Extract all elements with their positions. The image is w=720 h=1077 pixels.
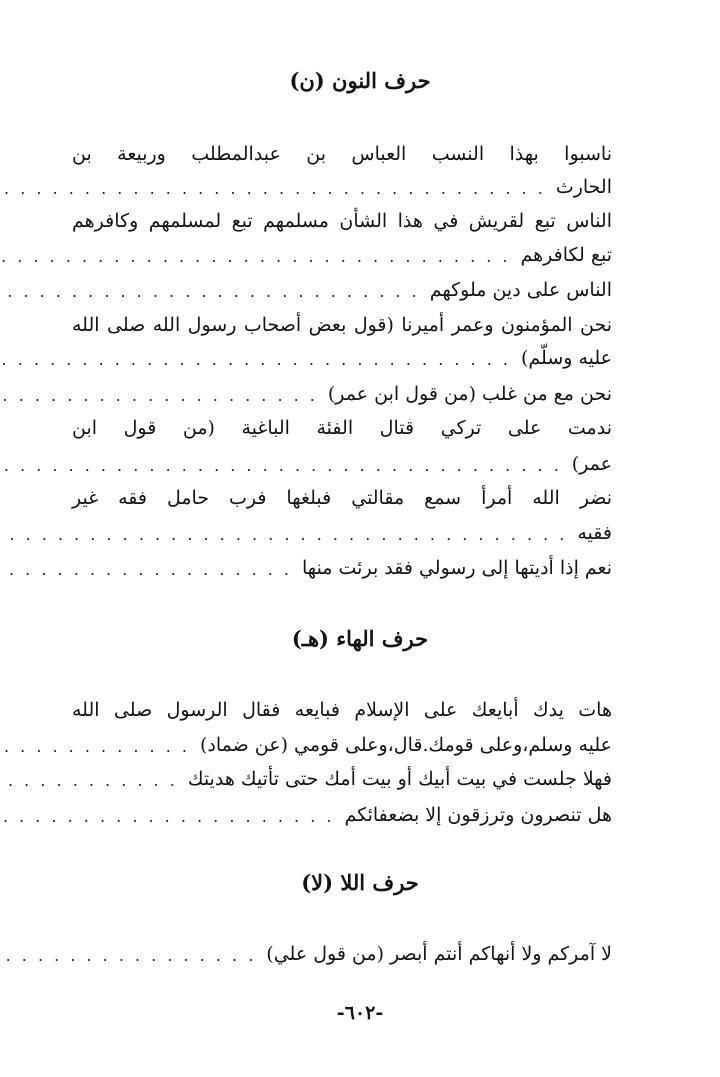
entry-text: الحارث	[555, 176, 612, 198]
entry-line-last	[72, 341, 612, 375]
leader-dots	[0, 551, 292, 585]
entry-line	[72, 411, 612, 445]
leader-dots	[0, 238, 511, 272]
entry-text: عليه وسلّم)	[520, 347, 612, 369]
section-heading-noon: حرف النون (ن)	[289, 68, 431, 93]
entry-line	[72, 308, 612, 342]
entry-line-last	[72, 447, 612, 481]
section-heading-laa: حرف اللا (لا)	[301, 870, 419, 895]
page-footer-number: -٦٠٢-	[336, 1002, 384, 1024]
entry-text: نحن مع من غلب (من قول ابن عمر)	[327, 383, 612, 405]
entry-text: نضر الله أمرأ سمع مقالتي فبلغها فرب حامل فقه غير	[72, 487, 612, 509]
leader-dots	[0, 273, 420, 307]
entry-text: الناس على دين ملوكهم	[429, 279, 612, 301]
entry-line	[72, 481, 612, 515]
entry-line-last	[72, 273, 612, 307]
leader-dots	[0, 516, 567, 550]
leader-dots	[0, 728, 190, 762]
entry-line-last	[72, 170, 612, 204]
leader-dots	[0, 341, 511, 375]
entry-line-last	[72, 937, 612, 971]
leader-dots	[0, 937, 256, 971]
entry-line-last	[72, 762, 612, 796]
leader-dots	[0, 377, 318, 411]
entry-text: فقيه	[577, 522, 612, 544]
entry-text: نعم إذا أديتها إلى رسولي فقد برئت منها	[302, 557, 612, 579]
entry-line-last	[72, 728, 612, 762]
leader-dots	[0, 798, 334, 832]
entry-text: الناس تبع لقريش في هذا الشأن مسلمهم تبع لمسلمهم وكافرهم	[72, 210, 612, 232]
entry-text: لا آمركم ولا أنهاكم أنتم أبصر (من قول علي)	[266, 943, 612, 965]
entry-text: عمر)	[571, 453, 612, 475]
entry-text: هل تنصرون وترزقون إلا بضعفائكم	[344, 804, 612, 826]
entry-line	[72, 693, 612, 727]
entry-text: ندمت على تركي قتال الفئة الباغية (من قول ابن	[72, 417, 612, 439]
entry-line-last	[72, 238, 612, 272]
entry-line-last	[72, 377, 612, 411]
entry-line-last	[72, 516, 612, 550]
entry-text: تبع لكافرهم	[520, 244, 612, 266]
entry-text: هات يدك أبايعك على الإسلام فبايعه فقال الرسول صلى الله	[72, 699, 612, 721]
entry-text: نحن المؤمنون وعمر أميرنا (قول بعض أصحاب رسول الله صلى الله	[72, 314, 612, 336]
entry-line	[72, 204, 612, 238]
entry-text: فهلا جلست في بيت أبيك أو بيت أمك حتى تأتيك هديتك	[187, 768, 612, 790]
entry-line-last	[72, 551, 612, 585]
leader-dots	[0, 447, 562, 481]
entry-line	[72, 137, 612, 171]
leader-dots	[0, 762, 178, 796]
entry-line-last	[72, 798, 612, 832]
entry-text: ناسبوا بهذا النسب العباس بن عبدالمطلب وربيعة بن	[72, 143, 612, 165]
section-heading-haa: حرف الهاء (هـ)	[291, 626, 429, 651]
leader-dots	[0, 170, 546, 204]
entry-text: عليه وسلم،وعلى قومك.قال،وعلى قومي (عن ضماد)	[199, 734, 612, 756]
